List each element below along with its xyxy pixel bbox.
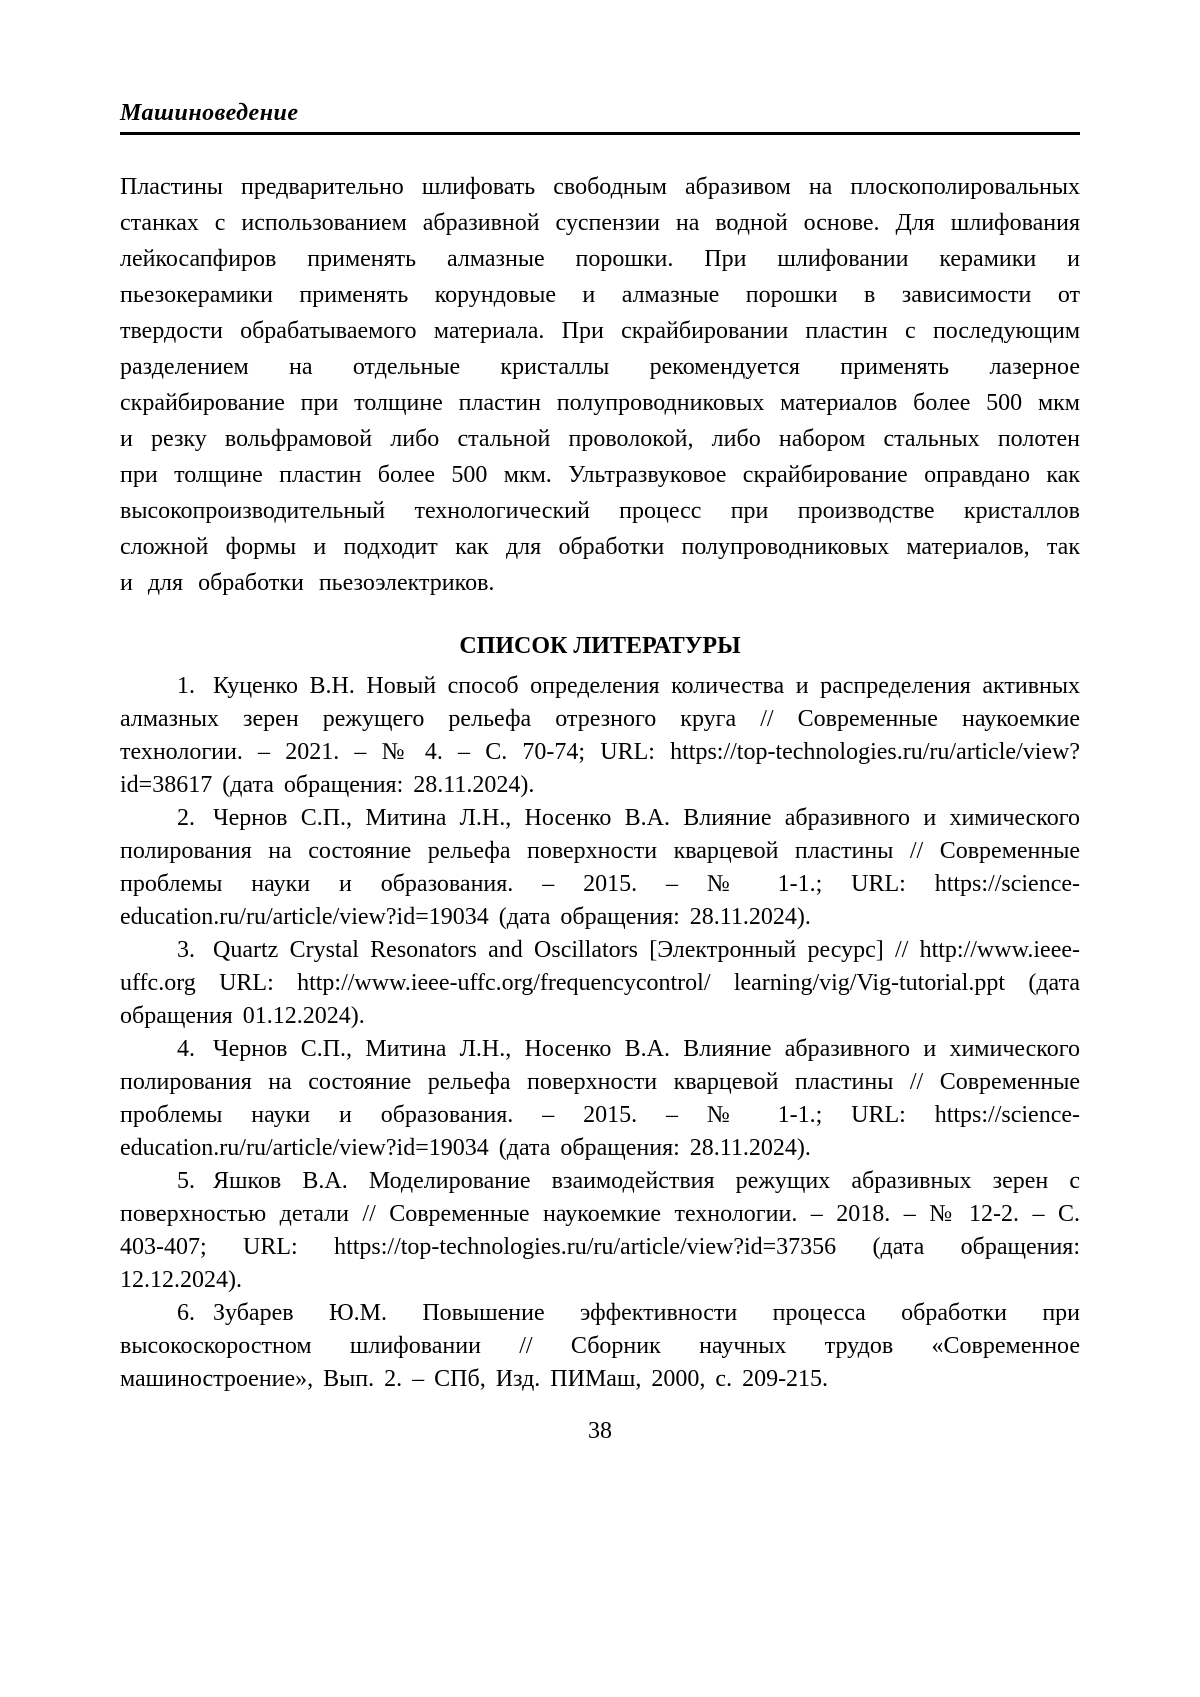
reference-item-1 (120, 670, 1080, 802)
reference-text: Яшков В.А. Моделирование взаимодействия режущих абразивных зерен с поверхностью детали // Современные наукоемкие технологии. – 2018. – № 12-2. – С. 403-407; URL: https://top-technologies.ru/ru/article/view?id=37356 (дата обращения: 12.12.2024). (120, 1168, 1080, 1293)
body-paragraph: Пластины предварительно шлифовать свободным абразивом на плоскополировальных станках с использованием абразивной суспензии на водной основе. Для шлифования лейкосапфиров применять алмазные порошки. При шлифовании керамики и пьезокерамики применять корундовые и алмазные порошки в зависимости от твердости обрабатываемого материала. При скрайбировании пластин с последующим разделением на отдельные кристаллы рекомендуется применять лазерное скрайбирование при толщине пластин полупроводниковых материалов более 500 мкм и резку вольфрамовой либо стальной проволокой, либо набором стальных полотен при толщине пластин более 500 мкм. Ультразвуковое скрайбирование оправдано как высокопроизводительный технологический процесс при производстве кристаллов сложной формы и подходит как для обработки полупроводниковых материалов, так и для обработки пьезоэлектриков. (120, 174, 1080, 596)
reference-item-6 (120, 1297, 1080, 1396)
running-header (120, 100, 1080, 135)
reference-item-4 (120, 1033, 1080, 1165)
reference-item-2 (120, 802, 1080, 934)
references-heading: СПИСОК ЛИТЕРАТУРЫ (459, 633, 741, 659)
reference-number: 6. (177, 1300, 195, 1326)
reference-text: Куценко В.Н. Новый способ определения количества и распределения активных алмазных зерен режущего рельефа отрезного круга // Современные наукоемкие технологии. – 2021. – № 4. – С. 70-74; URL: https://top-technologies.ru/ru/article/view?id=38617 (дата обращения: 28.11.2024). (120, 673, 1080, 798)
reference-text: Чернов С.П., Митина Л.Н., Носенко В.А. Влияние абразивного и химического полирования на состояние рельефа поверхности кварцевой пластины // Современные проблемы науки и образования. – 2015. – № 1-1.; URL: https://science-education.ru/ru/article/view?id=19034 (дата обращения: 28.11.2024). (120, 805, 1080, 930)
reference-text: Quartz Crystal Resonators and Oscillators [Электронный ресурс] // http://www.ieee-uffc.org URL: http://www.ieee-uffc.org/frequencycontrol/ learning/vig/Vig-tutorial.ppt (дата обращения 01.12.2024). (120, 937, 1080, 1029)
page-number: 38 (588, 1418, 612, 1444)
reference-number: 4. (177, 1036, 195, 1062)
reference-text: Зубарев Ю.М. Повышение эффективности процесса обработки при высокоскоростном шлифовании // Сборник научных трудов «Современное машиностроение», Вып. 2. – СПб, Изд. ПИМаш, 2000, с. 209-215. (120, 1300, 1080, 1392)
reference-item-5 (120, 1165, 1080, 1297)
page-content (120, 100, 1080, 1396)
reference-item-3 (120, 934, 1080, 1033)
reference-text: Чернов С.П., Митина Л.Н., Носенко В.А. Влияние абразивного и химического полирования на состояние рельефа поверхности кварцевой пластины // Современные проблемы науки и образования. – 2015. – № 1-1.; URL: https://science-education.ru/ru/article/view?id=19034 (дата обращения: 28.11.2024). (120, 1036, 1080, 1161)
reference-number: 1. (177, 673, 195, 699)
reference-number: 5. (177, 1168, 195, 1194)
reference-number: 2. (177, 805, 195, 831)
section-title: Машиноведение (120, 100, 299, 126)
reference-number: 3. (177, 937, 195, 963)
